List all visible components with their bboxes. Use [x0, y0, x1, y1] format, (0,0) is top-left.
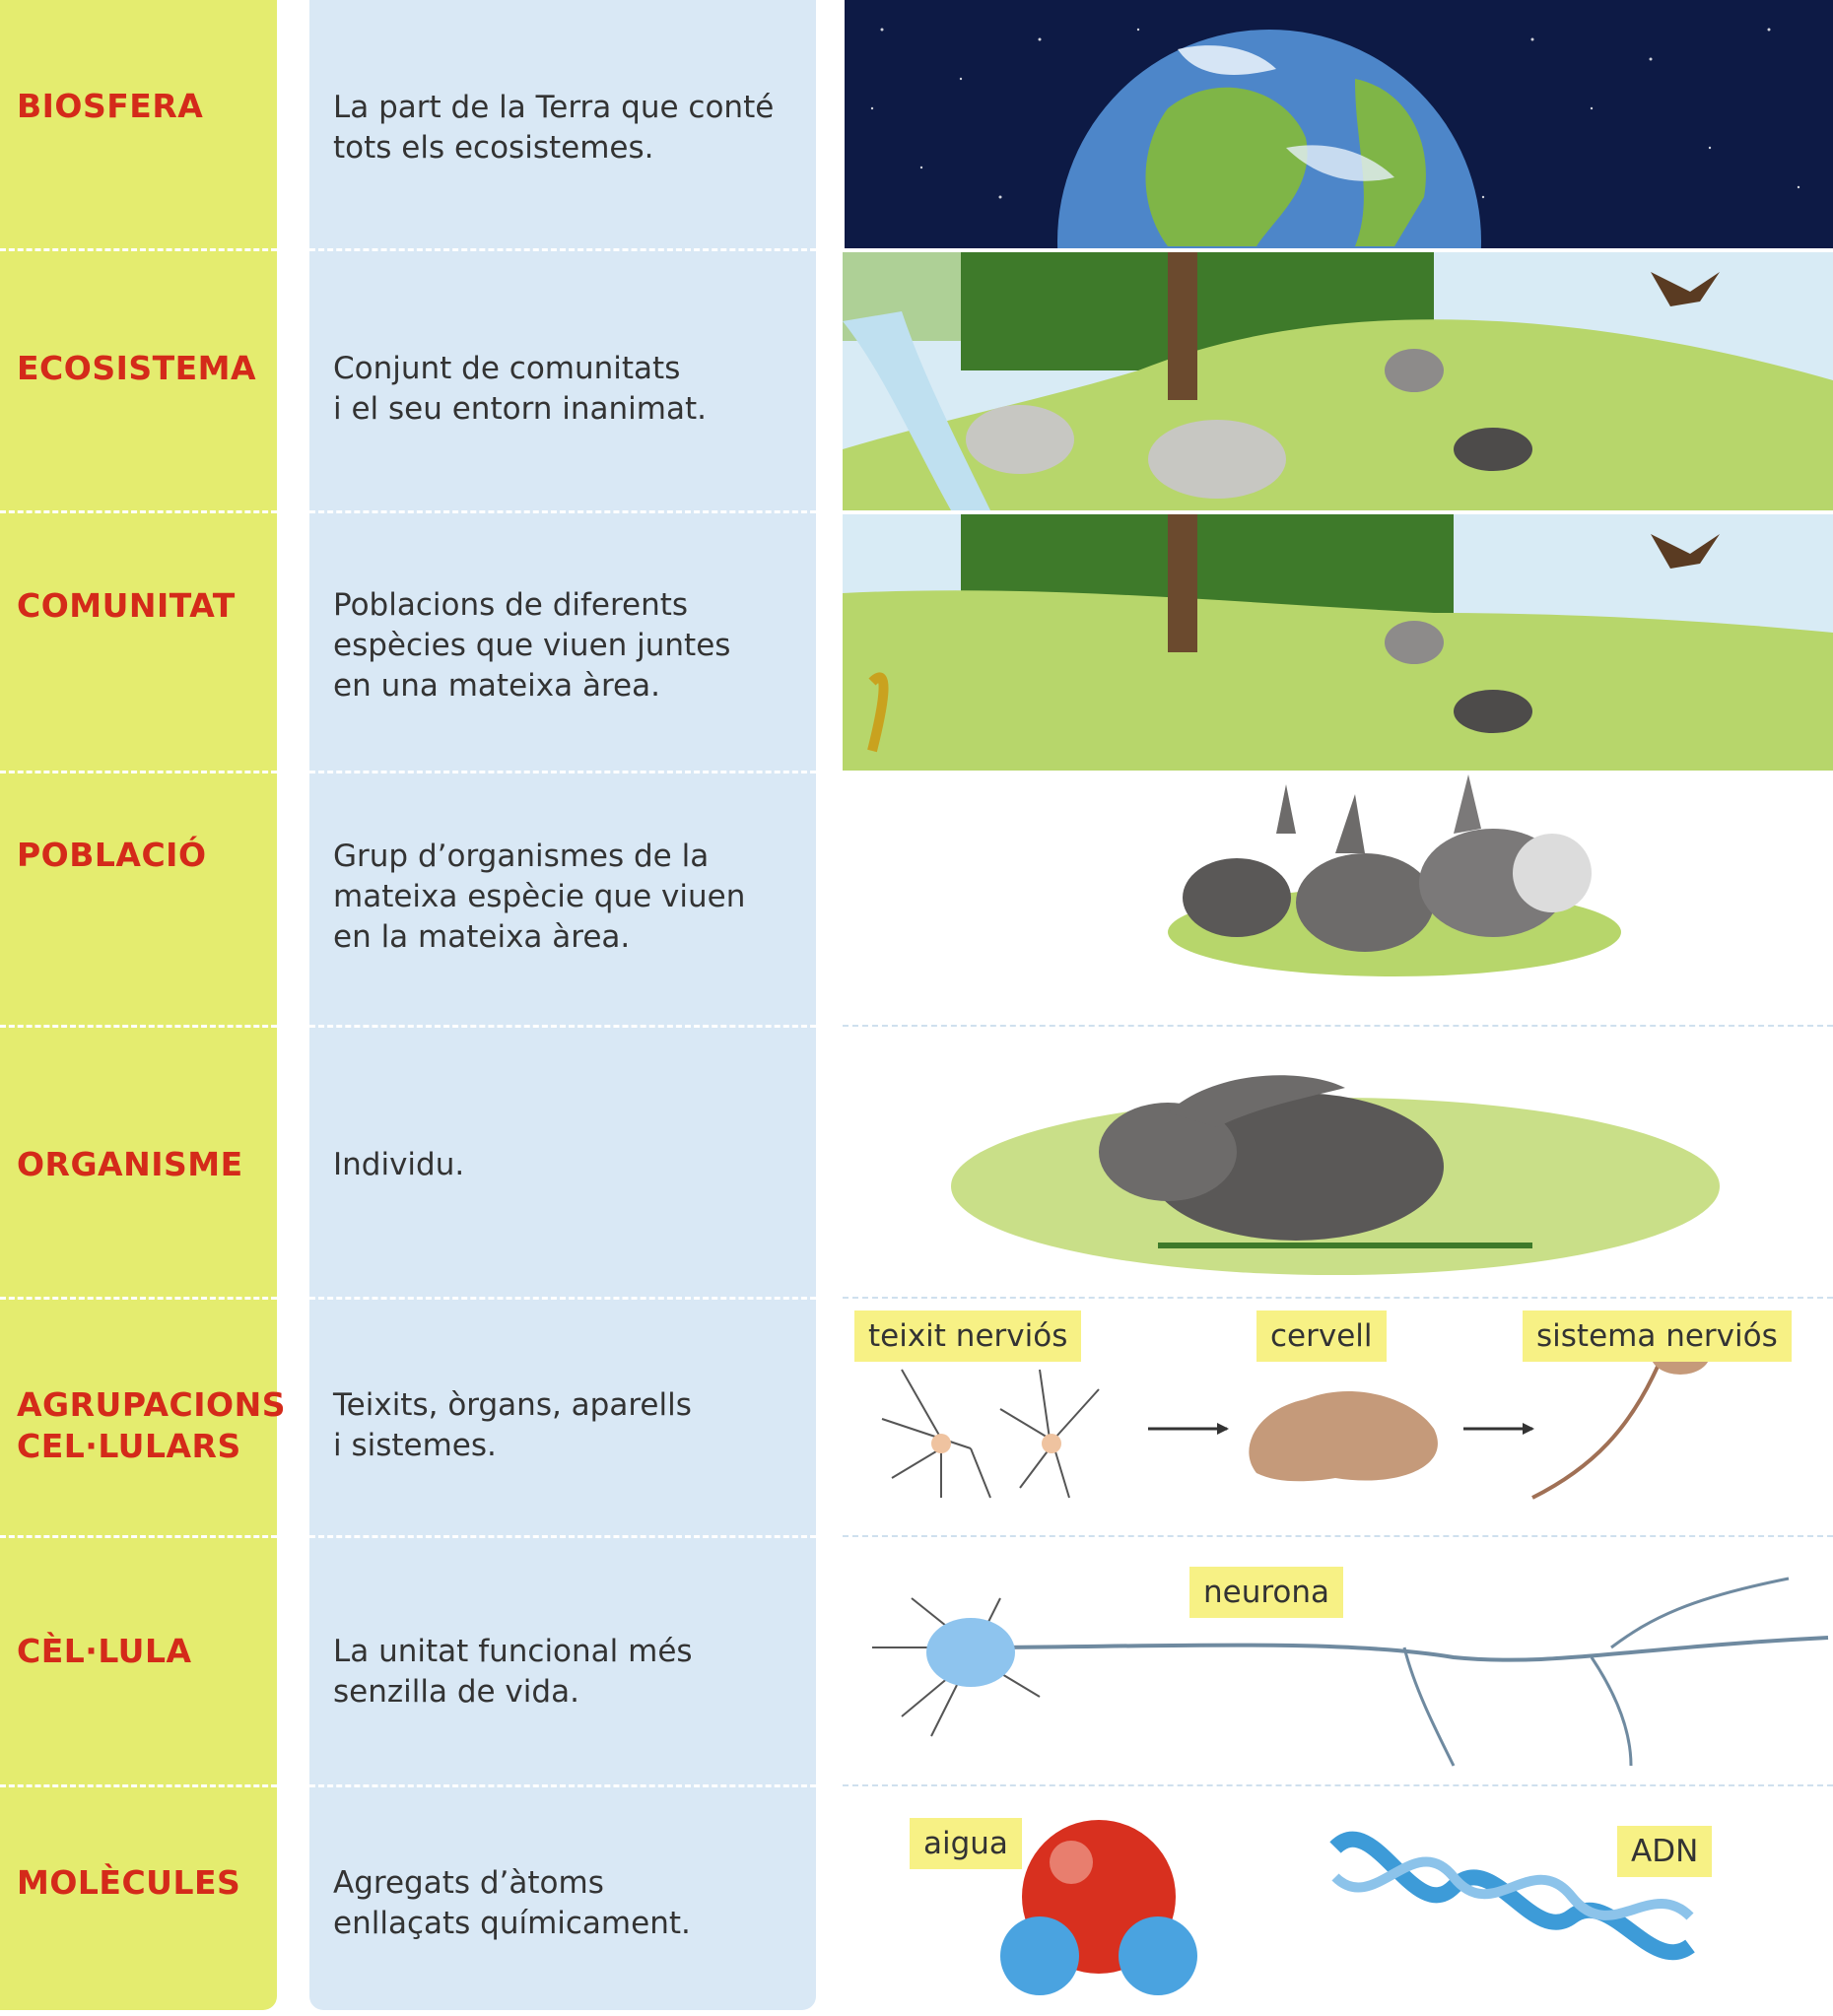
row-separator	[0, 248, 277, 251]
ecosystem-illustration	[843, 252, 1833, 510]
label-cervell: cervell	[1256, 1310, 1387, 1362]
row-separator	[0, 1025, 277, 1028]
row-separator	[309, 771, 816, 773]
level-description-poblacio: Grup d’organismes de la mateixa espècie que viuen en la mateixa àrea.	[333, 839, 746, 955]
level-description-comunitat: Poblacions de diferents espècies que viuen juntes en una mateixa àrea.	[333, 587, 731, 704]
level-description-molecules: Agregats d’àtoms enllaçats químicament.	[333, 1865, 691, 1941]
level-column	[0, 0, 286, 2010]
level-name-agrupacions: AGRUPACIONS CEL·LULARS	[17, 1385, 286, 1465]
illustration-column	[843, 0, 1833, 2016]
level-description-ecosistema: Conjunt de comunitats i el seu entorn inanimat.	[333, 351, 707, 427]
row-separator	[0, 510, 277, 513]
level-description-organisme: Individu.	[333, 1147, 465, 1182]
level-description-agrupacions: Teixits, òrgans, aparells i sistemes.	[333, 1387, 692, 1463]
level-name-ecosistema: ECOSISTEMA	[17, 349, 257, 387]
level-name-biosfera: BIOSFERA	[17, 87, 204, 125]
population-illustration	[843, 774, 1833, 1021]
organism-illustration	[843, 1029, 1833, 1295]
level-name-organisme: ORGANISME	[17, 1145, 243, 1183]
row-separator	[309, 1784, 816, 1787]
level-description-cellula: La unitat funcional més senzilla de vida.	[333, 1634, 693, 1710]
label-teixit-nervios: teixit nerviós	[854, 1310, 1081, 1362]
label-aigua: aigua	[910, 1818, 1022, 1869]
level-name-molecules: MOLÈCULES	[17, 1863, 241, 1902]
label-adn: ADN	[1617, 1826, 1712, 1877]
level-name-cellula: CÈL·LULA	[17, 1632, 192, 1670]
earth-illustration	[843, 0, 1833, 248]
row-separator	[309, 1535, 816, 1538]
row-separator	[0, 1535, 277, 1538]
row-separator	[309, 510, 816, 513]
row-separator	[309, 248, 816, 251]
community-illustration	[843, 514, 1833, 771]
row-separator	[0, 1784, 277, 1787]
row-separator	[309, 1297, 816, 1300]
level-name-poblacio: POBLACIÓ	[17, 836, 207, 874]
row-separator	[0, 1297, 277, 1300]
row-separator	[309, 1025, 816, 1028]
level-description-biosfera: La part de la Terra que conté tots els ecosistemes.	[333, 90, 775, 166]
label-neurona: neurona	[1189, 1567, 1343, 1618]
level-name-comunitat: COMUNITAT	[17, 586, 236, 625]
label-sistema-nervios: sistema nerviós	[1523, 1310, 1792, 1362]
row-separator	[0, 771, 277, 773]
